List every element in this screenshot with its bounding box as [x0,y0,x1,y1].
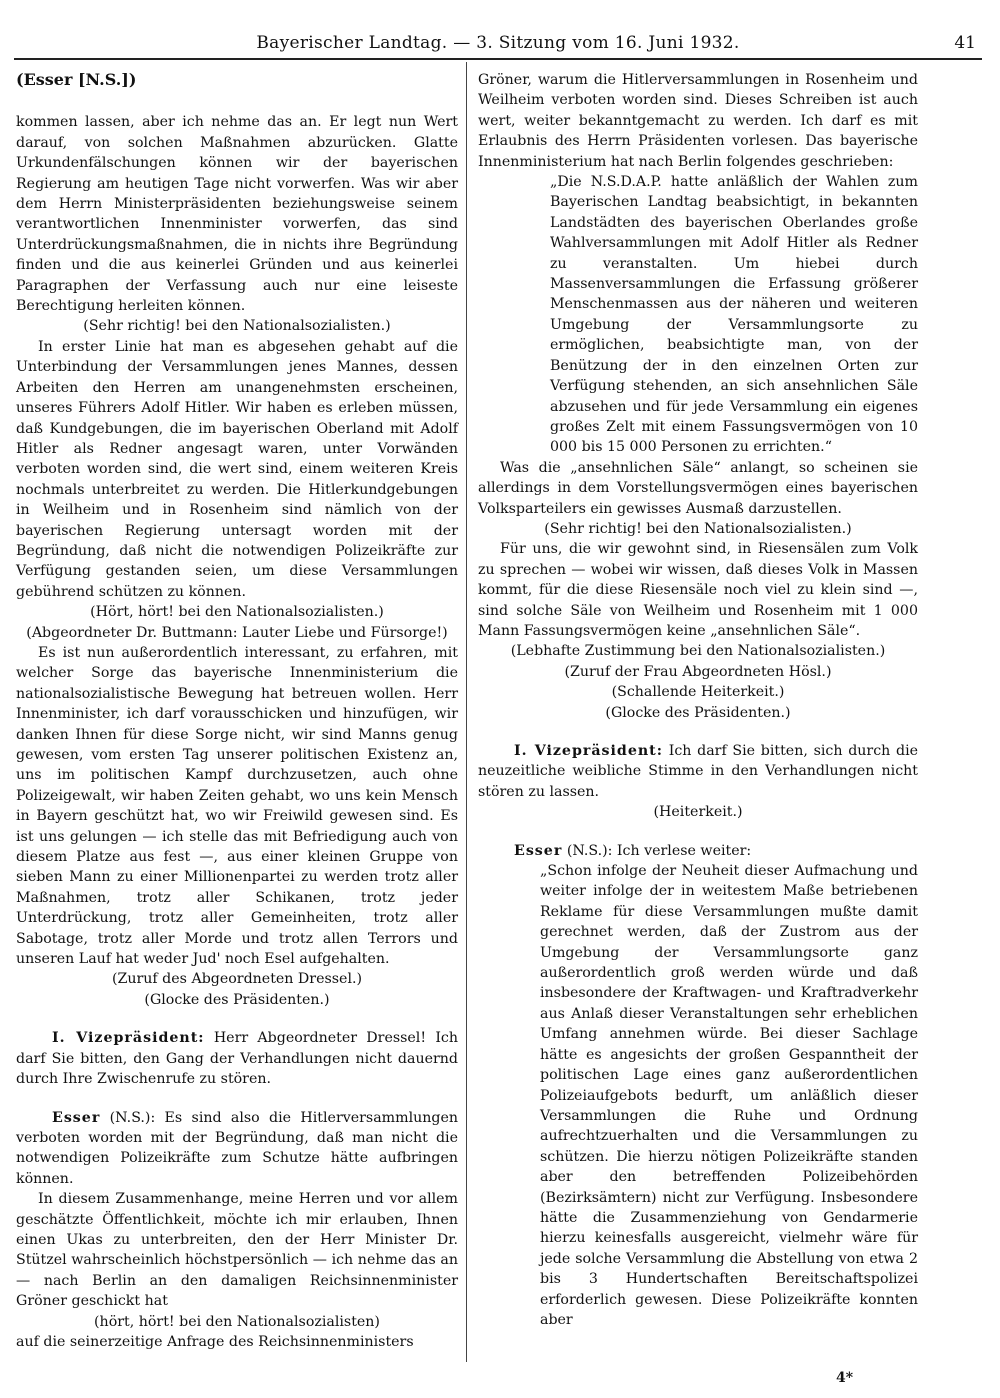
page-number: 41 [954,33,976,53]
interjection: (Zuruf des Abgeordneten Dressel.) [111,971,363,988]
paragraph: Für uns, die wir gewohnt sind, in Riesensälen zum Volk zu sprechen — wobei wir wissen, daß dieses Volk in Massen kommt, für die diese Riesensäle noch viel zu klein sind —, sind solche Säle von Weilheim und Rosenheim mit 1 000 Mann Fassungsvermögen keine „ansehnlichen Säle“. [478,541,918,639]
interjection: (Abgeordneter Dr. Buttmann: Lauter Liebe und Fürsorge!) [26,624,448,641]
statement-text: Herr Abgeordneter Dressel! Ich darf Sie bitten, den Gang der Verhandlungen nicht dauernd durch Ihre Zwischenrufe zu stören. [16,1030,459,1088]
page-header [14,30,982,60]
quotation: „Die N.S.D.A.P. hatte anläßlich der Wahlen zum Bayerischen Landtag beabsichtigt, in bekannten Landstädten des bayerischen Oberlandes große Wahlversammlungen mit Adolf Hitler als Redner zu veranstalten. Um hiebei durch Massenversammlungen die Erfassung größerer Menschenmassen aus der näheren und weiteren Umgebung der Versammlungsorte zu ermöglichen, beabsichtigte man, von der Benützung der in den einzelnen Orten zur Verfügung stehenden, an sich ansehnlichen Säle abzusehen und für jede Versammlung ein eigenes großes Zelt mit einem Fassungsvermögen von 10 000 bis 15 000 Personen zu errichten.“ [550,174,918,456]
paragraph: auf die seinerzeitige Anfrage des Reichsinnenministers [16,1333,414,1350]
esser-statement [478,841,918,861]
left-column [16,70,458,1352]
vizepraesident-statement [478,741,918,802]
speaker-label: I. Vizepräsident: [52,1030,205,1047]
speaker-label: I. Vizepräsident: [514,743,663,759]
interjection: (Hört, hört! bei den Nationalsozialisten.) [90,604,384,621]
speaker-heading: (Esser [N.S.]) [16,70,137,89]
interjection: (Zuruf der Frau Abgeordneten Hösl.) [564,663,832,680]
speaker-label: Esser [514,842,563,859]
esser-statement [16,1108,458,1190]
speaker-label: Esser [52,1109,101,1126]
paragraph: Es ist nun außerordentlich interessant, zu erfahren, mit welcher Sorge das bayerische Innenministerium die nationalsozialistische Bewegung hat betreuen wollen. Herr Innenminister, ich darf vorausschicken und hinzufügen, wir danken Ihnen für diese Sorge nicht, wir sind Manns genug gewesen, vom ersten Tag unserer politischen Existenz an, uns im politischen Kampf durchzusetzen, auch ohne Polizeigewalt, wir haben Zeiten gehabt, wo uns kein Mensch in Bayern geschützt hat, wo wir Freiwild gewesen sind. Es ist uns gelungen — ich stelle das mit Befriedigung auch von diesem Platze aus fest —, aus einer kleinen Gruppe von sieben Mann zu einer Millionenpartei zu werden trotz aller Maßnahmen, trotz aller Schikanen, trotz jeder Unterdrückung, trotz aller Gemeinheiten, trotz aller Sabotage, trotz aller Morde und trotz allen Terrors und unseren Lauf hat weder Jud' noch Esel aufgehalten. [16,644,458,968]
column-divider [466,62,467,1362]
interjection: (Sehr richtig! bei den Nationalsozialisten.) [544,520,852,537]
paragraph: Was die „ansehnlichen Säle“ anlangt, so scheinen sie allerdings in dem Vorstellungsvermögen eines bayerischen Volksparteilers ein gewisses Ausmaß darzustellen. [478,459,918,517]
interjection: (Glocke des Präsidenten.) [605,704,791,721]
interjection: (Heiterkeit.) [653,804,743,821]
paragraph: Gröner, warum die Hitlerversammlungen in Rosenheim und Weilheim verboten worden sind. Dieses Schreiben ist auch wert, weiter bekanntgemacht zu werden. Ich darf es mit Erlaubnis des Herrn Präsidenten vorlesen. Das bayerische Innenministerium hat nach Berlin folgendes geschrieben: [478,72,918,170]
paragraph: In erster Linie hat man es abgesehen gehabt auf die Unterbindung der Versammlungen jenes Mannes, dessen Arbeiten den Herren am unangenehmsten erscheinen, unseres Führers Adolf Hitler. Wir haben es erleben müssen, daß Kundgebungen, die im bayerischen Oberland mit Adolf Hitler als Redner angesagt waren, unter Vorwänden verboten worden sind, die wert sind, einem weiteren Kreis nochmals unterbreitet zu werden. Die Hitlerkundgebungen in Weilheim und in Rosenheim sind nämlich von der bayerischen Regierung untersagt worden mit der Begründung, daß nicht die notwendigen Polizeikräfte zur Verfügung gestanden seien, um diese Versammlungen gebührend schützen zu können. [16,338,458,600]
interjection: (hört, hört! bei den Nationalsozialisten) [94,1313,380,1330]
statement-text: (N.S.): Es sind also die Hitlerversammlungen verboten worden mit der Begründung, daß man nicht die notwendigen Polizeikräfte zum Schutze hätte aufbringen können. [16,1109,458,1187]
paragraph: In diesem Zusammenhange, meine Herren und vor allem geschätzte Öffentlichkeit, möchte ich mir erlauben, Ihnen einen Ukas zu unterbreiten, den der Herr Minister Dr. Stützel wahrscheinlich höchstpersönlich — ich nehme das an — nach Berlin an den damaligen Reichsinnenminister Gröner geschickt hat [16,1191,458,1310]
statement-text: (N.S.): Ich verlese weiter: [566,842,752,859]
vizepraesident-statement [16,1028,458,1089]
paragraph: kommen lassen, aber ich nehme das an. Er legt nun Wert darauf, von solchen Maßnahmen abzurücken. Glatte Urkundenfälschungen können wir der bayerischen Regierung am heutigen Tage nicht vorwerfen. Was wir aber dem Herrn Ministerpräsidenten beziehungsweise seinem verantwortlichen Innenminister vorwerfen, das sind Unterdrückungsmaßnahmen, die in nichts ihre Begründung finden und die aus keinerlei Gründen und aus keinerlei Paragraphen der Verfassung auch nur eine leiseste Berechtigung herleiten können. [16,114,458,315]
interjection: (Glocke des Präsidenten.) [144,991,330,1008]
header-title: Bayerischer Landtag. — 3. Sitzung vom 16. Juni 1932. [256,33,740,53]
signature-mark: 4* [836,1370,854,1386]
interjection: (Schallende Heiterkeit.) [611,684,785,701]
quotation: „Schon infolge der Neuheit dieser Aufmachung und weiter infolge der in weitestem Maße betriebenen Reklame für diese Versammlungen mußte damit gerechnet werden, daß der Zustrom aus der Umgebung der Versammlungsorte ganz außerordentlich groß werden würde und daß insbesondere der Kraftwagen- und Kraftradverkehr aus Anlaß dieser Veranstaltungen sehr erheblichen Umfang annehmen würde. Bei dieser Sachlage hätte es angesichts der großen Gespanntheit der politischen Lage eines ganz außerordentlichen Polizeiaufgebots bedurft, um anläßlich dieser Versammlungen die Ruhe und Ordnung aufrechtzuerhalten und die Versammlungen zu schützen. Die hierzu nötigen Polizeikräfte standen aber den betreffenden Polizeibehörden (Bezirksämtern) nicht zur Verfügung. Insbesondere hätte die Zusammenziehung von Gendarmerie hierzu keinesfalls ausgereicht, vielmehr wäre für jede solche Versammlung die Abstellung von etwa 2 bis 3 Hundertschaften Bereitschaftspolizei erforderlich gewesen. Diese Polizeikräfte konnten aber [540,863,918,1328]
right-column [478,70,918,1330]
interjection: (Sehr richtig! bei den Nationalsozialisten.) [83,318,391,335]
statement-text: Ich darf Sie bitten, sich durch die neuzeitliche weibliche Stimme in den Verhandlungen nicht stören zu lassen. [478,743,919,800]
interjection: (Lebhafte Zustimmung bei den Nationalsozialisten.) [510,643,886,660]
